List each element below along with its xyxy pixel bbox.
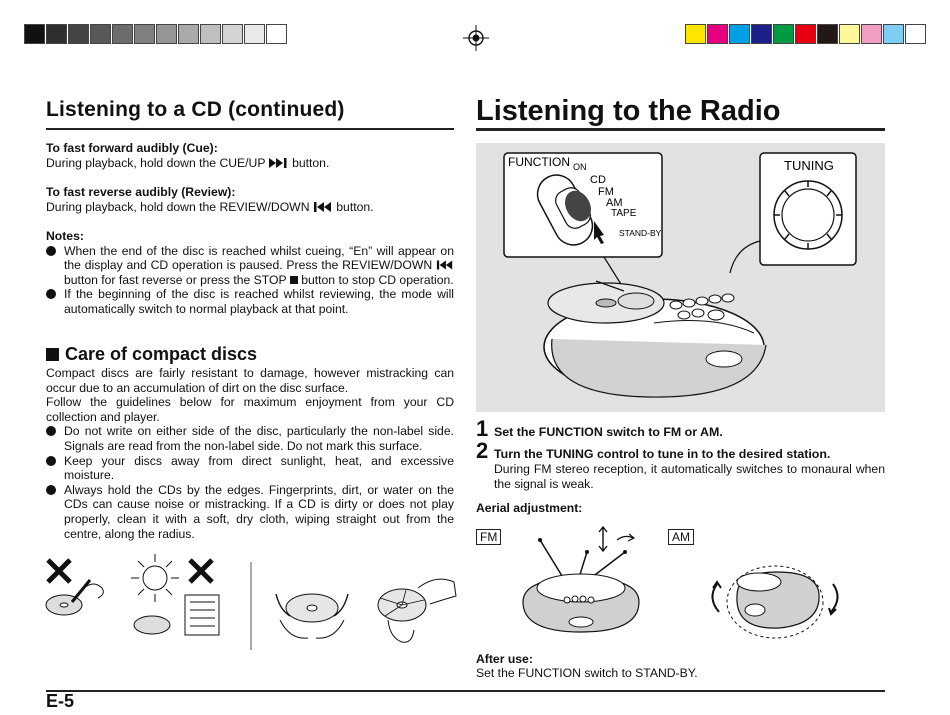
am-label: AM: [668, 529, 694, 545]
cue-text: [46, 156, 454, 171]
function-pos-tape: TAPE: [611, 208, 637, 219]
color-swatch: [839, 24, 860, 44]
wipe-disc-illustration: [378, 579, 456, 642]
step-2: [476, 440, 830, 462]
registration-mark-icon: [463, 25, 489, 51]
color-swatch: [685, 24, 706, 44]
title-rule-right: [476, 128, 885, 131]
review-text: [46, 200, 454, 215]
list-item: [46, 483, 454, 541]
step-1: [476, 418, 723, 440]
review-text-after: button.: [336, 199, 374, 214]
step-text: Turn the TUNING control to tune in to the desired station.: [494, 447, 831, 461]
cue-section: [46, 141, 454, 170]
color-swatch: [905, 24, 926, 44]
color-swatch: [773, 24, 794, 44]
page-title-radio: Listening to the Radio: [476, 95, 781, 127]
gray-swatch: [68, 24, 89, 44]
notes-list: [46, 244, 454, 317]
disc-care-illustrations: [40, 550, 460, 650]
square-bullet-icon: [46, 348, 59, 361]
color-swatch: [883, 24, 904, 44]
care-heading-text: Care of compact discs: [65, 344, 258, 364]
page-number: E-5: [46, 691, 75, 711]
function-pos-cd: CD: [590, 174, 606, 186]
function-label: FUNCTION: [508, 155, 570, 169]
gray-swatch: [90, 24, 111, 44]
color-swatch: [729, 24, 750, 44]
skip-back-icon: [436, 260, 454, 270]
color-calibration-bar: [685, 24, 927, 44]
list-item: [46, 454, 454, 483]
note-1-part3: button to stop CD operation.: [301, 272, 454, 287]
gray-swatch: [178, 24, 199, 44]
review-heading: To fast reverse audibly (Review):: [46, 185, 236, 199]
care-bullet-3: Always hold the CDs by the edges. Fingerprints, dirt, or water on the CDs can cause noise or mistracking. If a CD is dirty or does not play properly, clean it with a soft, dry cloth, wiping straight out from the centre, along the radius.: [64, 482, 454, 541]
note-1-part2: button for fast reverse or press the STOP: [64, 272, 287, 287]
list-item: [46, 287, 454, 316]
care-bullet-2: Keep your discs away from direct sunlight, heat, and excessive moisture.: [64, 453, 454, 483]
care-heading: [46, 342, 454, 366]
am-rotate-illustration: [712, 566, 837, 638]
right-column: [476, 92, 885, 130]
hold-edges-illustration: [276, 594, 348, 638]
gray-swatch: [200, 24, 221, 44]
grayscale-calibration-bar: [24, 24, 288, 44]
list-item: [46, 424, 454, 453]
skip-back-icon: [313, 202, 333, 212]
care-section: [46, 342, 454, 541]
bullet-icon: [46, 246, 56, 256]
step-2-note: During FM stereo reception, it automatically switches to monaural when the signal is weak.: [494, 462, 885, 491]
fm-antenna-illustration: [523, 527, 639, 632]
tuning-dial[interactable]: [774, 181, 842, 249]
care-list: [46, 424, 454, 541]
note-1-part1: When the end of the disc is reached whilst cueing, “En” will appear on the display and CD operation is paused. Press the REVIEW/DOWN: [64, 243, 454, 273]
function-pos-on: ON: [573, 162, 587, 172]
step-number: 1: [476, 416, 489, 441]
cue-text-after: button.: [292, 155, 330, 170]
gray-swatch: [266, 24, 287, 44]
bullet-icon: [46, 426, 56, 436]
color-swatch: [795, 24, 816, 44]
gray-swatch: [24, 24, 45, 44]
care-intro-1: Compact discs are fairly resistant to damage, however mistracking can occur due to an accumulation of dirt on the disc surface.: [46, 366, 454, 395]
care-bullet-1: Do not write on either side of the disc, particularly the non-label side. Signals are read from the non-label side. Do not mark this surface.: [64, 424, 454, 453]
cue-text-before: During playback, hold down the CUE/UP: [46, 155, 266, 170]
skip-forward-icon: [269, 158, 289, 168]
bottom-rule: [46, 690, 885, 692]
gray-swatch: [112, 24, 133, 44]
review-text-before: During playback, hold down the REVIEW/DOWN: [46, 199, 310, 214]
function-pos-fm: FM: [598, 186, 614, 198]
fm-label: FM: [476, 529, 501, 545]
after-use-text: Set the FUNCTION switch to STAND-BY.: [476, 666, 698, 680]
gray-swatch: [134, 24, 155, 44]
function-pos-standby: STAND-BY: [619, 228, 662, 238]
gray-swatch: [244, 24, 265, 44]
color-swatch: [861, 24, 882, 44]
color-swatch: [707, 24, 728, 44]
function-pos-am: AM: [606, 197, 623, 209]
gray-swatch: [46, 24, 67, 44]
after-use-heading: After use:: [476, 652, 533, 666]
step-text: Set the FUNCTION switch to FM or AM.: [494, 425, 723, 439]
bullet-icon: [46, 289, 56, 299]
section-title-cd: Listening to a CD (continued): [46, 98, 345, 121]
cue-heading: To fast forward audibly (Cue):: [46, 141, 218, 155]
bullet-icon: [46, 456, 56, 466]
gray-swatch: [156, 24, 177, 44]
gray-swatch: [222, 24, 243, 44]
left-column: [46, 96, 454, 124]
stop-icon: [290, 276, 298, 284]
care-intro-2: Follow the guidelines below for maximum enjoyment from your CD collection and player.: [46, 395, 454, 424]
title-rule-left: [46, 128, 454, 130]
color-swatch: [751, 24, 772, 44]
note-2-text: If the beginning of the disc is reached whilst reviewing, the mode will automatically switch to normal playback at that point.: [64, 287, 454, 316]
radio-illustration: [476, 143, 885, 412]
notes-section: [46, 229, 454, 317]
no-sunlight-illustration: [131, 554, 219, 635]
color-swatch: [817, 24, 838, 44]
boombox-body: [544, 281, 766, 397]
no-write-illustration: [46, 560, 103, 615]
step-number: 2: [476, 438, 489, 463]
notes-heading: Notes:: [46, 229, 84, 243]
list-item: [46, 244, 454, 288]
aerial-illustrations: [505, 522, 865, 647]
review-section: [46, 185, 454, 214]
bullet-icon: [46, 485, 56, 495]
aerial-heading: Aerial adjustment:: [476, 501, 583, 515]
tuning-label: TUNING: [784, 158, 834, 173]
